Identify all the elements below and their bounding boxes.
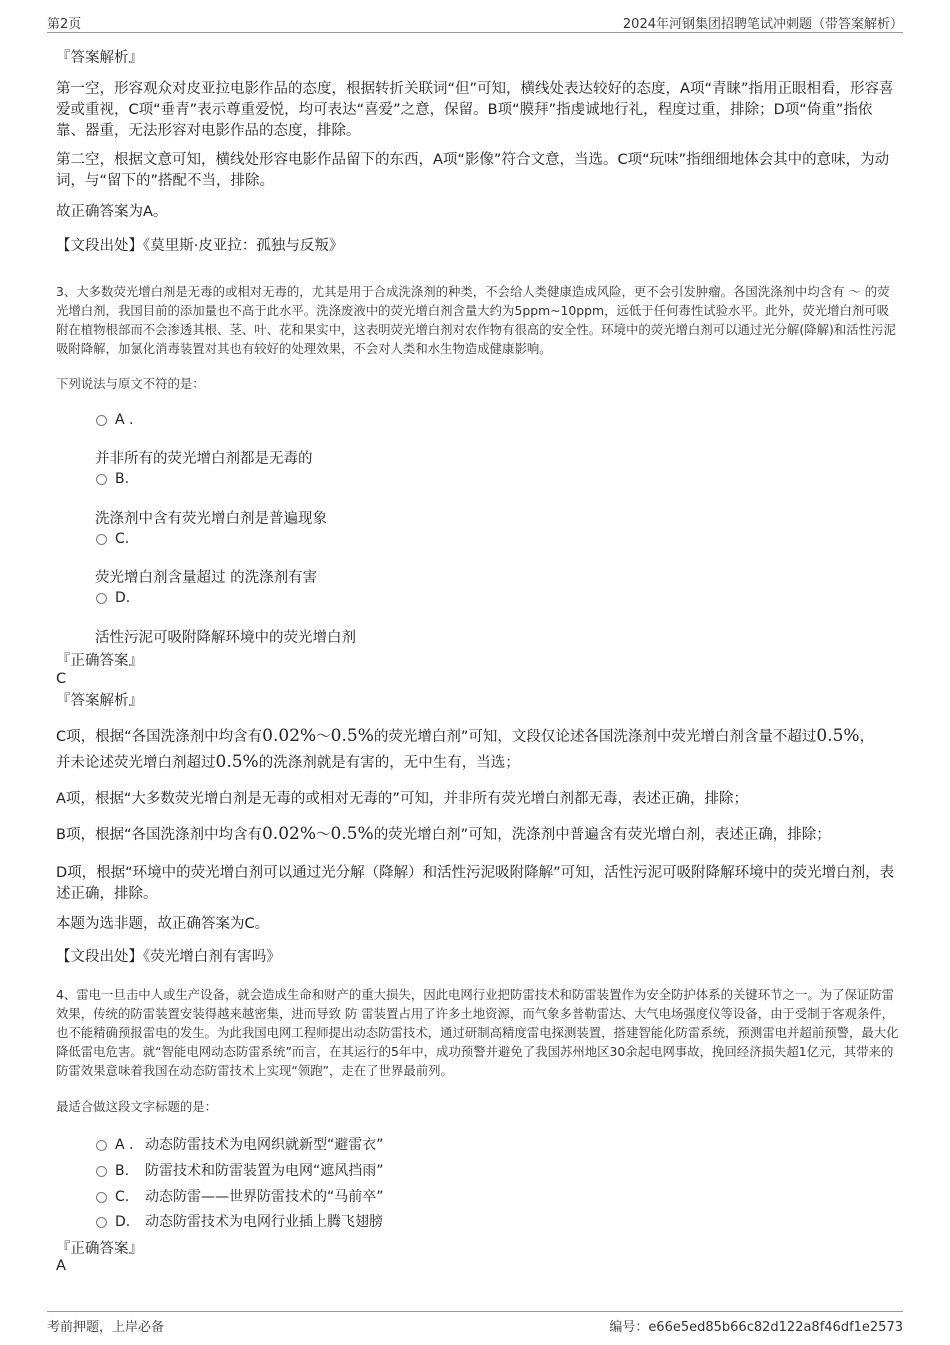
q3-passage: 3、大多数荧光增白剂是无毒的或相对无毒的，尤其是用于合成洗涤剂的种类，不会给人类健康造成风险，更不会引发肿瘤。各国洗涤剂中均含有 ～ 的荧光增白剂，我国目前的添加量也不高于此水平。洗涤废液中的荧光增白剂含量大约为5ppm~10ppm，远低于任何毒性试验水平。此外，荧光增白剂可吸附在植物根部而不会渗透其根、茎、叶、花和果实中，这表明荧光增白剂对农作物有很高的安全性。环境中的荧光增白剂可以通过光分解(降解)和活性污泥吸附降解，加氯化消毒装置对其也有较好的处理效果，不会对人类和水生物造成健康影响。 bbox=[56, 284, 896, 356]
q3-analysis-c-line1: C项，根据“各国洗涤剂中均含有0.02%～0.5%的荧光增白剂”可知，文段仅论述各国洗涤剂中荧光增白剂含量不超过0.5%， bbox=[56, 726, 875, 746]
q3-option-c[interactable]: C. bbox=[96, 531, 129, 547]
q4-prompt: 最适合做这段文字标题的是： bbox=[56, 1099, 218, 1114]
q3-source: 【文段出处】《荧光增白剂有害吗》 bbox=[56, 949, 281, 965]
q2-analysis-p1: 第一空，形容观众对皮亚拉电影作品的态度，根据转折关联词“但”可知，横线处表达较好的态度，A项“青睐”指用正眼相看，形容喜爱或重视，C项“垂青”表示尊重爱悦，均可表达“喜爱”之意，保留。B项“膜拜”指虔诚地行礼，程度过重，排除；D项“倚重”指依靠、器重，无法形容对电影作品的态度，排除。 bbox=[56, 81, 894, 139]
q3-answer-label: 『正确答案』 bbox=[56, 653, 143, 669]
q3-analysis-d: D项，根据“环境中的荧光增白剂可以通过光分解（降解）和活性污泥吸附降解”可知，活性污泥可吸附降解环境中的荧光增白剂，表述正确，排除。 bbox=[56, 865, 895, 902]
q3-option-d[interactable]: D. bbox=[96, 590, 130, 606]
page-number: 第2页 bbox=[47, 17, 82, 32]
q3-option-b[interactable]: B. bbox=[96, 471, 129, 487]
radio-icon[interactable] bbox=[96, 474, 107, 485]
q3-option-a[interactable]: A . bbox=[96, 412, 133, 428]
q2-analysis-conclusion: 故正确答案为A。 bbox=[56, 204, 168, 220]
radio-icon[interactable] bbox=[96, 415, 107, 426]
q4-answer-label: 『正确答案』 bbox=[56, 1241, 143, 1257]
q3-analysis-b: B项，根据“各国洗涤剂中均含有0.02%～0.5%的荧光增白剂”可知，洗涤剂中普遍含有荧光增白剂，表述正确，排除； bbox=[56, 824, 831, 844]
q2-source: 【文段出处】《莫里斯·皮亚拉：孤独与反叛》 bbox=[56, 238, 344, 254]
radio-icon[interactable] bbox=[96, 534, 107, 545]
radio-icon[interactable] bbox=[96, 593, 107, 604]
q3-option-c-text: 荧光增白剂含量超过 的洗涤剂有害 bbox=[95, 570, 318, 586]
radio-icon[interactable] bbox=[96, 1217, 107, 1228]
page-footer bbox=[47, 1311, 903, 1336]
q4-answer: A bbox=[56, 1258, 66, 1274]
footer-slogan: 考前押题，上岸必备 bbox=[47, 1320, 165, 1335]
q3-analysis-c-line2: 并未论述荧光增白剂超过0.5%的洗涤剂就是有害的，无中生有，当选； bbox=[56, 752, 520, 772]
q3-prompt: 下列说法与原文不符的是： bbox=[56, 376, 205, 391]
document-id: 编号：e66e5ed85b66c82d122a8f46df1e2573 bbox=[609, 1320, 903, 1335]
q2-analysis-p2: 第二空，根据文意可知，横线处形容电影作品留下的东西，A项“影像”符合文意，当选。C项“玩味”指细细地体会其中的意味，为动词，与“留下的”搭配不当，排除。 bbox=[56, 152, 890, 189]
document-title: 2024年河钢集团招聘笔试冲刺题（带答案解析） bbox=[622, 17, 903, 32]
q3-option-a-text: 并非所有的荧光增白剂都是无毒的 bbox=[95, 451, 313, 467]
q4-option-d[interactable]: D. 动态防雷技术为电网行业插上腾飞翅膀 bbox=[96, 1211, 383, 1231]
radio-icon[interactable] bbox=[96, 1192, 107, 1203]
page-header bbox=[47, 10, 903, 33]
radio-icon[interactable] bbox=[96, 1166, 107, 1177]
q4-option-a[interactable]: A . 动态防雷技术为电网织就新型“避雷衣” bbox=[96, 1134, 384, 1154]
q4-option-b[interactable]: B. 防雷技术和防雷装置为电网“遮风挡雨” bbox=[96, 1160, 384, 1180]
q3-analysis-label: 『答案解析』 bbox=[56, 693, 143, 709]
q3-conclusion: 本题为选非题，故正确答案为C。 bbox=[56, 916, 270, 932]
q2-analysis-label: 『答案解析』 bbox=[56, 50, 143, 66]
q4-option-c[interactable]: C. 动态防雷——世界防雷技术的“马前卒” bbox=[96, 1186, 384, 1206]
q3-answer: C bbox=[56, 671, 67, 687]
q4-passage: 4、雷电一旦击中人或生产设备，就会造成生命和财产的重大损失，因此电网行业把防雷技术和防雷装置作为安全防护体系的关键环节之一。为了保证防雷效果，传统的防雷装置安装得越来越密集，进而导致 防 雷装置占用了许多土地资源，而气象多普勒雷达、大气电场强度仪等设备，由于受制于客观条件，也不能精确预报雷电的发生。为此我国电网工程师提出动态防雷技术，通过研制高精度雷电探测装置，搭建智能化防雷系统，预测雷电并超前预警，最大化降低雷电危害。就“智能电网动态防雷系统”而言，在其运行的5年中，成功预警并避免了我国苏州地区30余起电网事故，挽回经济损失超1亿元，其带来的防雷效果意味着我国在动态防雷技术上实现“领跑”，走在了世界最前列。 bbox=[56, 987, 899, 1078]
radio-icon[interactable] bbox=[96, 1140, 107, 1151]
q3-analysis-a: A项，根据“大多数荧光增白剂是无毒的或相对无毒的”可知，并非所有荧光增白剂都无毒，表述正确，排除； bbox=[56, 791, 748, 807]
q3-option-b-text: 洗涤剂中含有荧光增白剂是普遍现象 bbox=[95, 511, 327, 527]
q3-option-d-text: 活性污泥可吸附降解环境中的荧光增白剂 bbox=[95, 630, 356, 646]
